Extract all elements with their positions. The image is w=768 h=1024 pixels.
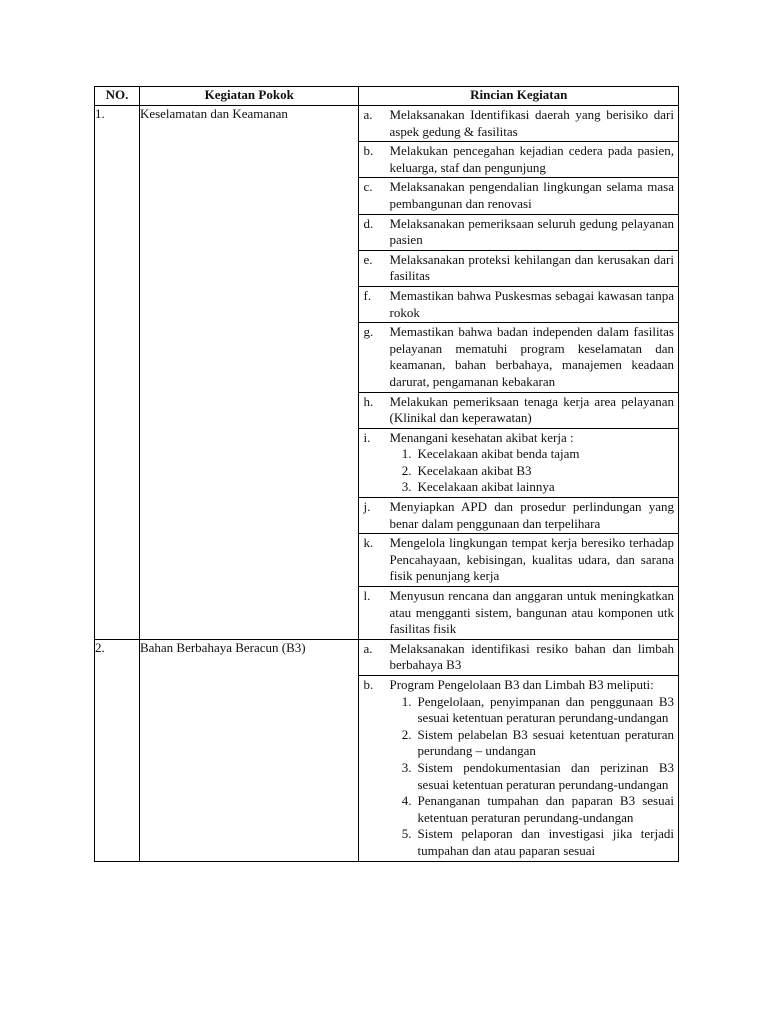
list-item xyxy=(359,323,678,392)
sub-number: 1. xyxy=(401,446,412,462)
sub-list-item xyxy=(389,463,674,480)
item-body xyxy=(389,428,678,497)
sub-list-item xyxy=(389,694,674,727)
list-item xyxy=(359,214,678,250)
item-text: Melaksanakan identifikasi resiko bahan dan limbah berbahaya B3 xyxy=(389,640,674,673)
kegiatan-pokok: Keselamatan dan Keamanan xyxy=(139,106,359,640)
rincian-cell xyxy=(359,639,679,861)
sub-number: 2. xyxy=(401,726,412,742)
list-item xyxy=(359,640,678,676)
list-item xyxy=(359,534,678,587)
item-letter: i. xyxy=(359,428,389,497)
sub-list-item xyxy=(389,727,674,760)
list-item xyxy=(359,178,678,214)
item-text: Mengelola lingkungan tempat kerja beresiko terhadap Pencahayaan, kebisingan, kualitas udara, dan sarana fisik penunjang kerja xyxy=(389,534,678,587)
item-letter: c. xyxy=(359,178,389,214)
sub-list-item xyxy=(389,479,674,496)
sub-list-item xyxy=(389,826,674,859)
list-item xyxy=(359,392,678,428)
item-letter: e. xyxy=(359,250,389,286)
item-letter: a. xyxy=(363,107,373,122)
list-item xyxy=(359,676,678,861)
sub-text: Sistem pendokumentasian dan perizinan B3 sesuai ketentuan peraturan perundang-undangan xyxy=(417,759,674,792)
sub-text: Sistem pelaporan dan investigasi jika terjadi tumpahan dan atau paparan sesuai xyxy=(417,826,674,858)
list-item xyxy=(359,250,678,286)
activity-table xyxy=(94,86,679,862)
sub-number: 2. xyxy=(401,462,412,478)
rincian-cell xyxy=(359,106,679,640)
list-item xyxy=(359,286,678,322)
sub-list-item xyxy=(389,793,674,826)
sub-text: Kecelakaan akibat B3 xyxy=(417,462,532,478)
sub-text: Penanganan tumpahan dan paparan B3 sesuai ketentuan peraturan perundang-undangan xyxy=(417,793,674,825)
list-item xyxy=(359,587,678,639)
sub-text: Sistem pelabelan B3 sesuai ketentuan peraturan perundang – undangan xyxy=(417,726,674,759)
item-text: Memastikan bahwa badan independen dalam fasilitas pelayanan mematuhi program keselamatan dan keamanan, bahan berbahaya, manajemen keadaan darurat, pengamanan kebakaran xyxy=(389,323,678,392)
kegiatan-pokok: Bahan Berbahaya Beracun (B3) xyxy=(139,639,359,861)
item-letter: h. xyxy=(359,392,389,428)
item-text: Menyiapkan APD dan prosedur perlindungan yang benar dalam penggunaan dan terpelihara xyxy=(389,498,678,534)
sub-number: 3. xyxy=(401,759,412,775)
item-letter: k. xyxy=(359,534,389,587)
item-text: Melakukan pencegahan kejadian cedera pada pasien, keluarga, staf dan pengunjung xyxy=(389,142,678,178)
rincian-list xyxy=(359,106,678,639)
list-item xyxy=(359,498,678,534)
item-letter: l. xyxy=(359,587,389,639)
item-body xyxy=(389,676,678,861)
table-row xyxy=(95,106,679,640)
item-text: Program Pengelolaan B3 dan Limbah B3 meliputi: xyxy=(389,677,654,692)
sub-text: Kecelakaan akibat lainnya xyxy=(417,479,555,495)
header-kegiatan-pokok: Kegiatan Pokok xyxy=(139,87,359,106)
list-item xyxy=(359,428,678,497)
list-item xyxy=(359,142,678,178)
item-letter: b. xyxy=(359,676,389,861)
item-text: Memastikan bahwa Puskesmas sebagai kawasan tanpa rokok xyxy=(389,286,678,322)
sub-text: Pengelolaan, penyimpanan dan penggunaan B3 sesuai ketentuan peraturan perundang-undangan xyxy=(417,693,674,726)
header-no: NO. xyxy=(95,87,140,106)
item-text: Menyusun rencana dan anggaran untuk meningkatkan atau mengganti sistem, bangunan atau komponen utk fasilitas fisik xyxy=(389,587,678,639)
item-text: Melakukan pemeriksaan tenaga kerja area pelayanan (Klinikal dan keperawatan) xyxy=(389,392,678,428)
item-text: Melaksanakan pengendalian lingkungan selama masa pembangunan dan renovasi xyxy=(389,178,678,214)
item-letter: g. xyxy=(359,323,389,392)
row-number: 1. xyxy=(95,106,140,640)
item-letter: b. xyxy=(359,142,389,178)
item-letter: a. xyxy=(363,640,373,656)
sub-list-item xyxy=(389,760,674,793)
sub-list-item xyxy=(389,446,674,463)
list-item xyxy=(359,106,678,142)
header-rincian-kegiatan: Rincian Kegiatan xyxy=(359,87,679,106)
table-header-row xyxy=(95,87,679,106)
row-number: 2. xyxy=(95,639,140,861)
table-row xyxy=(95,639,679,861)
item-letter: j. xyxy=(359,498,389,534)
item-text: Melaksanakan proteksi kehilangan dan kerusakan dari fasilitas xyxy=(389,250,678,286)
sub-number: 5. xyxy=(401,826,412,842)
sub-text: Kecelakaan akibat benda tajam xyxy=(417,446,580,462)
item-letter: d. xyxy=(359,214,389,250)
item-text: Melaksanakan pemeriksaan seluruh gedung pelayanan pasien xyxy=(389,214,678,250)
item-letter: f. xyxy=(359,286,389,322)
rincian-list xyxy=(359,640,678,861)
sub-number: 4. xyxy=(401,793,412,809)
item-text: Melaksanakan Identifikasi daerah yang berisiko dari aspek gedung & fasilitas xyxy=(389,107,674,139)
sub-number: 3. xyxy=(401,479,412,495)
sub-number: 1. xyxy=(401,693,412,709)
item-text: Menangani kesehatan akibat kerja : xyxy=(389,429,574,445)
